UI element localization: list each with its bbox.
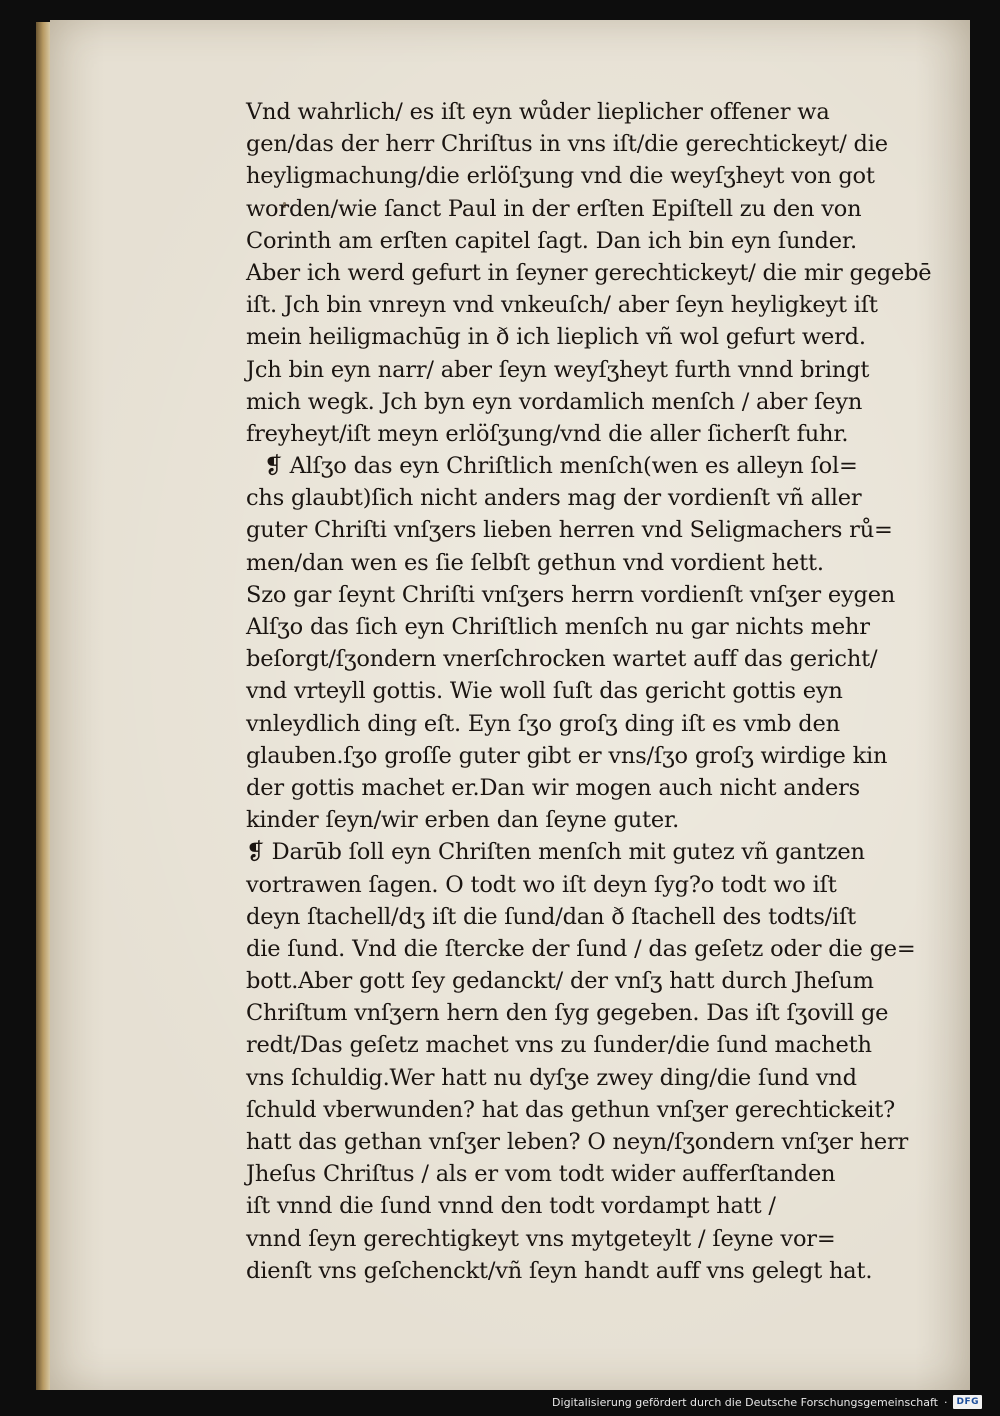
dfg-logo: DFG <box>953 1395 982 1409</box>
text-line-26: deyn ſtachell/dʒ iſt die ſund/dan ð ſtachell des todts/iſt <box>246 903 857 930</box>
text-line-31: vns ſchuldig.Wer hatt nu dyſʒe zwey ding/die ſund vnd <box>246 1064 857 1091</box>
text-line-14: guter Chriſti vnſʒers lieben herren vnd Seligmachers rů= <box>246 517 893 544</box>
text-line-2: gen/das der herr Chriſtus in vns iſt/die gerechtickeyt/ die <box>246 131 888 158</box>
text-line-4: worden/wie ſanct Paul in der erſten Epiſtell zu den von <box>246 195 862 222</box>
footer-separator: · <box>943 1395 948 1409</box>
funding-credit: Digitalisierung gefördert durch die Deutsche Forschungsgemeinschaft <box>552 1395 938 1409</box>
text-line-23: kinder ſeyn/wir erben dan ſeyne guter. <box>246 807 680 834</box>
text-line-24: ❡ Darūb ſoll eyn Chriſten menſch mit gutez vñ gantzen <box>246 839 865 866</box>
text-line-18: beſorgt/ſʒondern vnerſchrocken wartet auff das gericht/ <box>246 646 878 673</box>
text-line-37: dienſt vns geſchenckt/vñ ſeyn handt auff vns gelegt hat. <box>246 1257 873 1284</box>
text-line-3: heyligmachung/die erlöſʒung vnd die weyſʒheyt von got <box>246 163 875 190</box>
text-line-21: glauben.ſʒo groſſe guter gibt er vns/ſʒo groſʒ wirdige kin <box>246 742 888 769</box>
text-line-20: vnleydlich ding eſt. Eyn ſʒo groſʒ ding iſt es vmb den <box>246 710 840 737</box>
text-line-27: die ſund. Vnd die ſtercke der ſund / das geſetz oder die ge= <box>246 935 916 962</box>
text-line-12: ❡ Alſʒo das eyn Chriſtlich menſch(wen es alleyn ſol= <box>264 453 858 480</box>
text-line-22: der gottis machet er.Dan wir mogen auch nicht anders <box>246 774 861 801</box>
page-text-block <box>246 96 932 1287</box>
text-line-6: Aber ich werd gefurt in ſeyner gerechtickeyt/ die mir gegebē <box>246 259 932 286</box>
text-line-1: Vnd wahrlich/ es iſt eyn wůder lieplicher offener wa <box>246 99 830 125</box>
funding-footer <box>552 1392 982 1412</box>
text-line-8: mein heiligmachūg in ð ich lieplich vñ wol gefurt werd. <box>246 324 866 351</box>
text-line-25: vortrawen ſagen. O todt wo iſt deyn ſyg?o todt wo iſt <box>246 871 837 898</box>
text-line-29: Chriſtum vnſʒern hern den ſyg gegeben. Das iſt ſʒovill ge <box>246 1000 889 1027</box>
text-line-34: Jheſus Chriſtus / als er vom todt wider aufferſtanden <box>246 1161 836 1188</box>
text-line-35: iſt vnnd die ſund vnnd den todt vordampt hatt / <box>246 1193 776 1220</box>
text-line-16: Szo gar ſeynt Chriſti vnſʒers herrn vordienſt vnſʒer eygen <box>246 581 896 608</box>
text-line-15: men/dan wen es ſie ſelbſt gethun vnd vordient hett. <box>246 549 824 576</box>
text-line-33: hatt das gethan vnſʒer leben? O neyn/ſʒondern vnſʒer herr <box>246 1129 909 1155</box>
text-line-19: vnd vrteyll gottis. Wie woll ſuſt das gericht gottis eyn <box>246 678 843 705</box>
text-line-32: ſchuld vberwunden? hat das gethun vnſʒer gerechtickeit? <box>246 1096 895 1123</box>
text-line-11: freyheyt/iſt meyn erlöſʒung/vnd die aller ſicherſt fuhr. <box>246 420 849 447</box>
text-line-13: chs glaubt)ſich nicht anders mag der vordienſt vñ aller <box>246 485 862 512</box>
text-line-30: redt/Das geſetz machet vns zu ſunder/die ſund macheth <box>246 1032 872 1059</box>
text-line-28: bott.Aber gott ſey gedanckt/ der vnſʒ hatt durch Jheſum <box>246 968 874 995</box>
text-line-5: Corinth am erſten capitel ſagt. Dan ich bin eyn ſunder. <box>246 227 857 254</box>
text-line-17: Alſʒo das ſich eyn Chriſtlich menſch nu gar nichts mehr <box>246 614 870 640</box>
text-line-10: mich wegk. Jch byn eyn vordamlich menſch / aber ſeyn <box>246 388 863 415</box>
text-line-9: Jch bin eyn narr/ aber ſeyn weyſʒheyt furth vnnd bringt <box>246 356 870 383</box>
text-line-7: iſt. Jch bin vnreyn vnd vnkeuſch/ aber ſeyn heyligkeyt iſt <box>246 292 878 319</box>
text-line-36: vnnd ſeyn gerechtigkeyt vns mytgeteylt / ſeyne vor= <box>246 1225 836 1252</box>
